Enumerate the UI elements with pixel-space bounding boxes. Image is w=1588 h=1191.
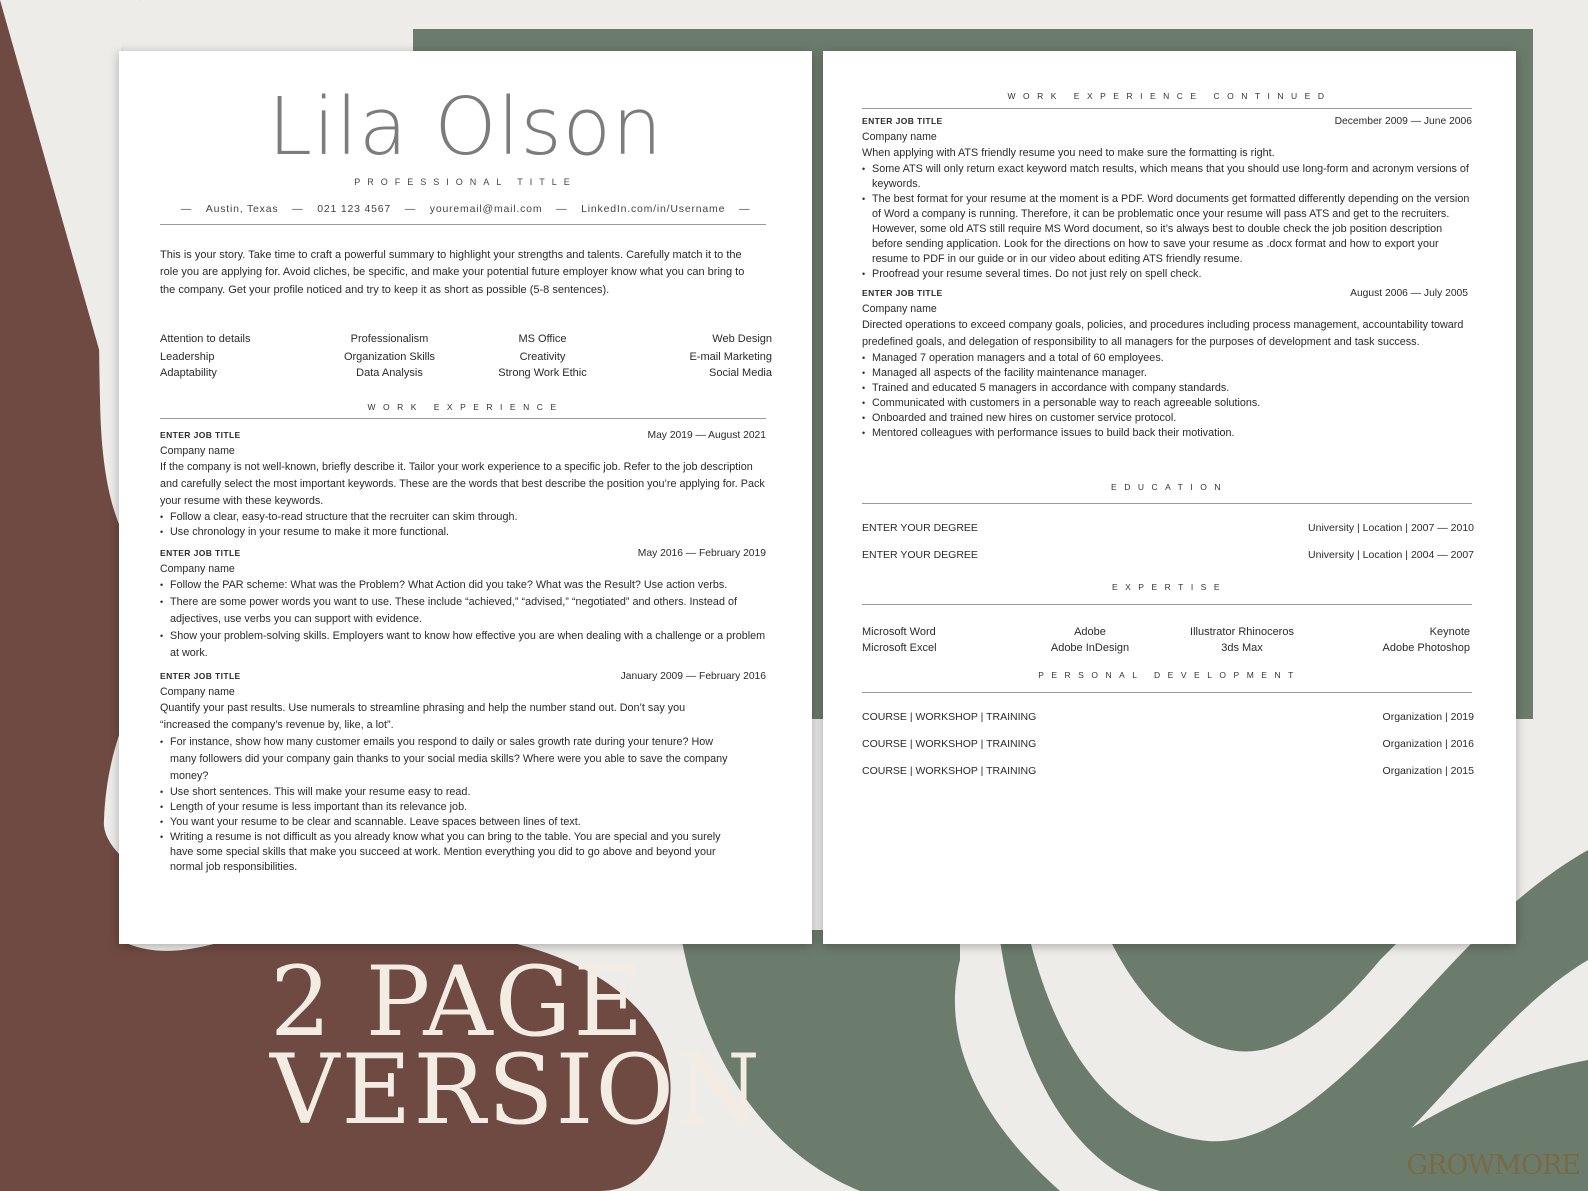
expertise-item: Microsoft Word (862, 626, 936, 638)
contact-email: youremail@mail.com (429, 203, 543, 215)
skill: Professionalism (350, 333, 429, 345)
section-divider (160, 418, 766, 419)
section-title-education: EDUCATION (1111, 482, 1228, 492)
bullet: • Use short sentences. This will make your resume easy to read. (160, 785, 766, 800)
contact-line (119, 203, 812, 215)
summary-text: This is your story. Take time to craft a powerful summary to highlight your strengths and talents. Carefully match it to the role you are applying for. Avoid cliches, be specific, and make your potential future employer know what you can bring to the company. Get your profile noticed and try to keep it as short as possible (5-8 sentences). (160, 249, 745, 296)
dash: — (180, 203, 193, 215)
job-dates: August 2006 — July 2005 (1350, 287, 1468, 299)
job-title: ENTER JOB TITLE (862, 288, 943, 298)
bullet: • Use chronology in your resume to make it more functional. (160, 525, 766, 540)
company-name: Company name (160, 563, 235, 575)
section-divider (862, 604, 1472, 605)
company-name: Company name (862, 131, 937, 143)
job-dates: December 2009 — June 2006 (1334, 115, 1472, 127)
bullet: • Communicated with customers in a personable way to reach agreeable solutions. (862, 396, 1468, 411)
expertise-item: Microsoft Excel (862, 641, 937, 654)
resume-page-2 (823, 51, 1516, 944)
job-dates: May 2016 — February 2019 (637, 547, 766, 559)
company-name: Company name (160, 686, 235, 698)
bullet: • Trained and educated 5 managers in accordance with company standards. (862, 381, 1468, 396)
bullet: • Proofread your resume several times. Do not just rely on spell check. (862, 267, 1472, 282)
dash: — (556, 203, 568, 215)
section-title-expertise: EXPERTISE (1111, 582, 1228, 592)
header-divider (160, 224, 766, 225)
job-description: Directed operations to exceed company goals, policies, and procedures including process management, accountability toward predefined goals, and delegation of responsibility to all managers for the purposes of development and task success. (862, 319, 1464, 348)
job-description: If the company is not well-known, briefly describe it. Tailor your work experience to a specific job. Refer to the job description and carefully select the most important keywords. These are the words that best describe the position you’re applying for. Pack your resume with these keywords. (160, 461, 765, 507)
skills-row (160, 349, 772, 365)
bullet: • The best format for your resume at the moment is a PDF. Word documents get formatted differently depending on the version of Word a company is running. Therefore, it can be problematic once your resume will pass ATS and get to the recruiters. However, some old ATS still require MS Word document, so it’s always best to double check the job position description before sending application. Look for the directions on how to save your resume as .docx format and how to export your resume to PDF in our guide or in our video about editing ATS friendly resume. (862, 192, 1472, 267)
job-description: When applying with ATS friendly resume you need to make sure the formatting is right. (862, 147, 1275, 159)
job-bullets (862, 351, 1468, 441)
contact-location: Austin, Texas (205, 203, 279, 215)
expertise-item: Adobe InDesign (1050, 641, 1130, 654)
job-bullets (160, 577, 766, 662)
organization-year: Organization | 2016 (1382, 738, 1474, 750)
section-divider (862, 692, 1472, 693)
skill: E-mail Marketing (689, 351, 772, 363)
bullet: • You want your resume to be clear and scannable. Leave spaces between lines of text. (160, 815, 766, 830)
bullet: • Follow the PAR scheme: What was the Problem? What Action did you take? What was the Result? Use action verbs. (160, 577, 766, 594)
job-bullets (862, 162, 1472, 282)
skills-grid (160, 331, 772, 381)
job-description: Quantify your past results. Use numerals to streamline phrasing and help the number stand out. Don’t say you “increased the company’s revenue by, like, a lot”. (160, 702, 686, 731)
job-title: ENTER JOB TITLE (160, 548, 241, 558)
job-bullets (160, 734, 766, 875)
skill: Web Design (712, 333, 772, 345)
job-entry (160, 668, 766, 875)
job-entry (862, 113, 1472, 282)
development-row (862, 738, 1474, 750)
resume-page-1 (119, 51, 812, 944)
skill: Strong Work Ethic (498, 367, 587, 379)
bullet: • Length of your resume is less important than its relevance job. (160, 800, 766, 815)
expertise-item: Adobe Photoshop (1382, 641, 1470, 654)
bullet: • Writing a resume is not difficult as you already know what you can bring to the table. You are special and you surely have some special skills that make you succeed at work. Mention everything you did to go above and beyond your normal job responsibilities. (160, 830, 730, 875)
organization-year: Organization | 2019 (1382, 711, 1474, 723)
course: COURSE | WORKSHOP | TRAINING (862, 765, 1037, 777)
bullet: • Follow a clear, easy-to-read structure that the recruiter can skim through. (160, 510, 766, 525)
skill: Data Analysis (356, 367, 423, 379)
expertise-row (862, 641, 1470, 657)
bullet: • Managed all aspects of the facility maintenance manager. (862, 366, 1468, 381)
contact-phone: 021 123 4567 (317, 203, 392, 215)
skill: Creativity (519, 351, 566, 363)
bullet: • Show your problem-solving skills. Employers want to know how effective you are when dealing with a challenge or a problem at work. (160, 628, 766, 662)
skill: Attention to details (160, 333, 251, 345)
skill: Adaptability (160, 367, 217, 379)
dash: — (292, 203, 304, 215)
degree: ENTER YOUR DEGREE (862, 522, 978, 534)
expertise-item: 3ds Max (1221, 641, 1263, 654)
bullet: • There are some power words you want to use. These include “achieved,” “advised,” “negotiated” and others. Instead of adjectives, use verbs you can support with evidence. (160, 594, 766, 628)
expertise-item: Adobe (1074, 626, 1106, 638)
bullet: • Mentored colleagues with performance issues to build back their motivation. (862, 426, 1468, 441)
professional-title: PROFESSIONAL TITLE (354, 177, 577, 187)
expertise-item: Keynote (1429, 626, 1470, 638)
development-row (862, 765, 1474, 777)
section-divider (862, 503, 1472, 504)
expertise-row (862, 625, 1470, 641)
skill: Social Media (709, 367, 772, 379)
contact-linkedin: LinkedIn.com/in/Username (581, 203, 726, 215)
company-name: Company name (160, 445, 235, 457)
job-dates: January 2009 — February 2016 (620, 670, 766, 682)
job-entry (160, 427, 766, 540)
skills-row (160, 365, 772, 381)
green-stroke-2 (1110, 940, 1400, 1052)
job-title: ENTER JOB TITLE (160, 430, 241, 440)
course: COURSE | WORKSHOP | TRAINING (862, 711, 1037, 723)
degree: ENTER YOUR DEGREE (862, 549, 978, 561)
course: COURSE | WORKSHOP | TRAINING (862, 738, 1037, 750)
expertise-grid (862, 625, 1470, 656)
job-bullets (160, 510, 766, 540)
bullet: • For instance, show how many customer emails you respond to daily or sales growth rate during your tenure? How many followers did your company gain thanks to your social media skills? Where were you able to save the company money? (160, 734, 730, 785)
bullet: • Onboarded and trained new hires on customer service protocol. (862, 411, 1468, 426)
skill: MS Office (518, 333, 567, 345)
bullet: • Some ATS will only return exact keyword match results, which means that you should use long-form and acronym versions of keywords. (862, 162, 1472, 192)
section-divider (862, 108, 1472, 109)
job-title: ENTER JOB TITLE (160, 671, 241, 681)
dash: — (404, 203, 417, 215)
skill: Organization Skills (343, 351, 436, 363)
organization-year: Organization | 2015 (1382, 765, 1474, 777)
section-title-work: WORK EXPERIENCE (367, 402, 564, 412)
headline-line-1: 2 PAGE (270, 946, 646, 1058)
company-name: Company name (862, 303, 937, 315)
dash: — (738, 203, 751, 215)
education-row (862, 522, 1474, 534)
bullet: • Managed 7 operation managers and a total of 60 employees. (862, 351, 1468, 366)
candidate-name: Lila Olson (267, 81, 664, 173)
brand-logo: GROWMORE (1406, 1150, 1580, 1181)
job-dates: May 2019 — August 2021 (647, 429, 766, 441)
section-title-personal-development: PERSONAL DEVELOPMENT (1038, 670, 1301, 680)
education-row (862, 549, 1474, 561)
job-entry (862, 285, 1468, 441)
development-row (862, 711, 1474, 723)
section-title-work-continued: WORK EXPERIENCE CONTINUED (1007, 91, 1332, 101)
skills-row (160, 331, 772, 347)
job-title: ENTER JOB TITLE (862, 116, 943, 126)
education-details: University | Location | 2007 — 2010 (1308, 522, 1474, 534)
headline (270, 946, 763, 1146)
education-details: University | Location | 2004 — 2007 (1308, 549, 1474, 561)
expertise-item: Illustrator Rhinoceros (1190, 626, 1294, 638)
headline-line-2: VERSION (270, 1034, 763, 1146)
skill: Leadership (160, 351, 215, 363)
job-entry (160, 545, 766, 662)
